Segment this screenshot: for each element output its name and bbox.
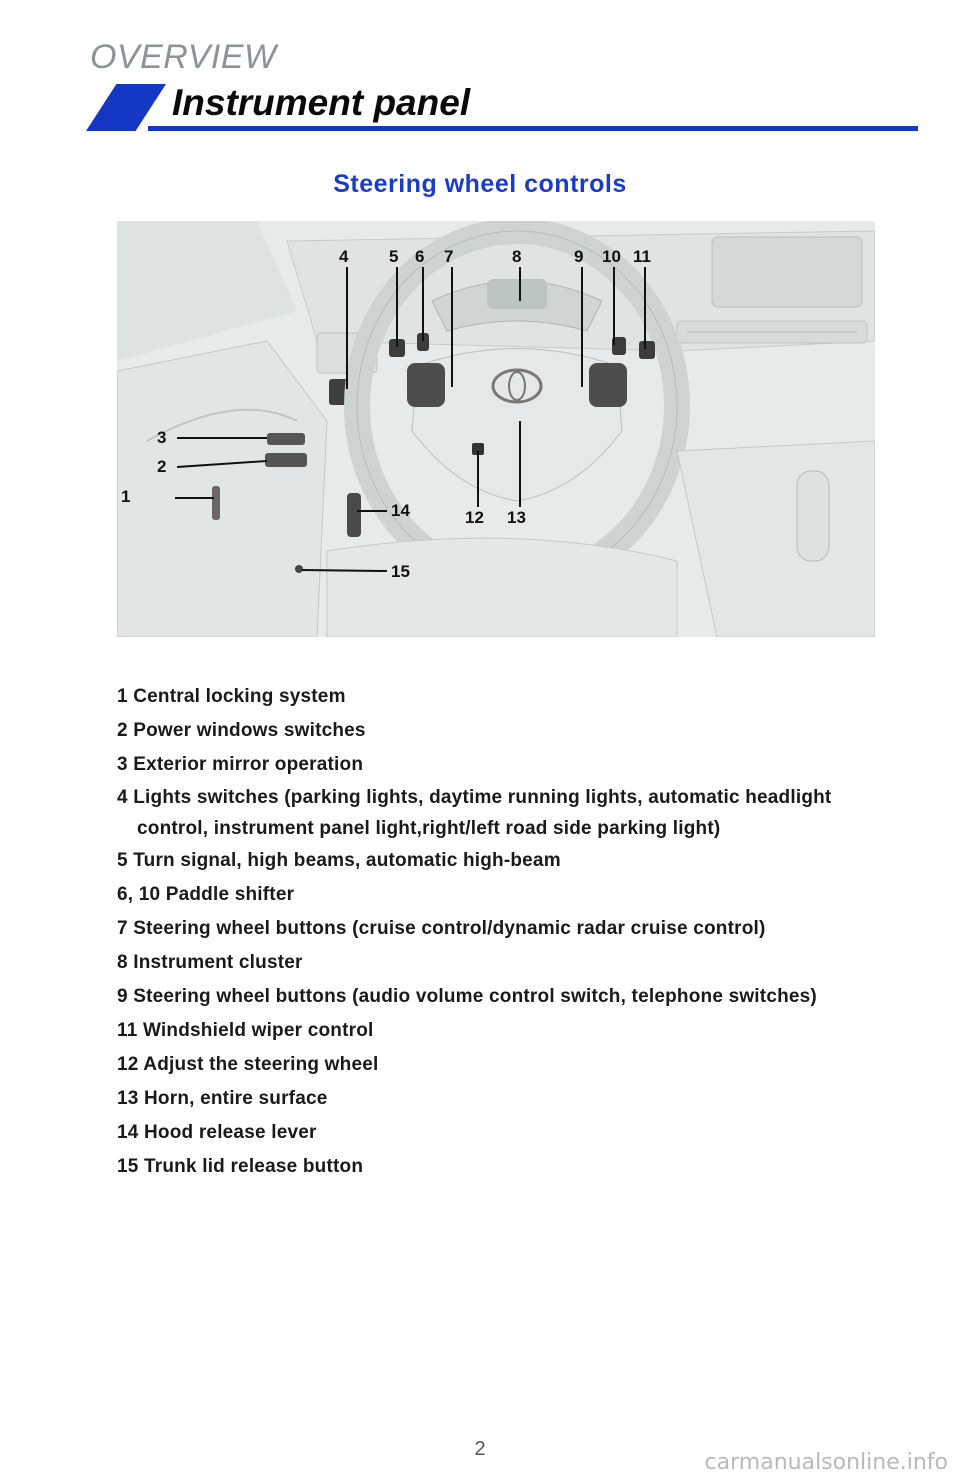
legend-item: 11 Windshield wiper control (117, 1020, 374, 1041)
legend-item: 6, 10 Paddle shifter (117, 884, 295, 905)
callout-8: 8 (512, 247, 522, 266)
callout-5: 5 (389, 247, 399, 266)
legend-item: 13 Horn, entire surface (117, 1088, 328, 1109)
legend-list (117, 680, 877, 1184)
page-title: Instrument panel (172, 82, 471, 123)
title-wedge (86, 84, 166, 131)
callout-13: 13 (507, 508, 526, 527)
callout-2: 2 (157, 457, 167, 476)
legend-item: 12 Adjust the steering wheel (117, 1054, 379, 1075)
dashboard-drawing (117, 221, 875, 637)
legend-item (117, 782, 877, 844)
legend-item: 1 Central locking system (117, 686, 346, 707)
callout-7: 7 (444, 247, 454, 266)
callout-10: 10 (602, 247, 621, 266)
callout-12: 12 (465, 508, 484, 527)
callout-4: 4 (339, 247, 349, 266)
legend-item-line: 4 Lights switches (parking lights, daytime running lights, automatic headlight (117, 787, 832, 808)
figure-subtitle: Steering wheel controls (333, 170, 627, 198)
callout-6: 6 (415, 247, 425, 266)
instrument-panel-illustration (117, 221, 875, 637)
legend-item: 14 Hood release lever (117, 1122, 317, 1143)
legend-item: 8 Instrument cluster (117, 952, 303, 973)
callout-11: 11 (633, 247, 651, 266)
legend-item: 9 Steering wheel buttons (audio volume control switch, telephone switches) (117, 986, 817, 1007)
watermark: carmanualsonline.info (704, 1450, 948, 1475)
callout-1: 1 (121, 487, 131, 506)
callout-3: 3 (157, 428, 167, 447)
legend-item: 5 Turn signal, high beams, automatic high-beam (117, 850, 561, 871)
legend-item: 2 Power windows switches (117, 720, 366, 741)
section-label: OVERVIEW (90, 38, 277, 76)
legend-item: 3 Exterior mirror operation (117, 754, 364, 775)
callout-15: 15 (391, 562, 410, 581)
title-rule (148, 126, 918, 131)
page-number: 2 (474, 1438, 486, 1460)
legend-item: 15 Trunk lid release button (117, 1156, 364, 1177)
legend-item: 7 Steering wheel buttons (cruise control/dynamic radar cruise control) (117, 918, 766, 939)
legend-item-continuation: control, instrument panel light,right/left road side parking light) (137, 818, 721, 839)
callout-9: 9 (574, 247, 584, 266)
callout-14: 14 (391, 501, 410, 520)
